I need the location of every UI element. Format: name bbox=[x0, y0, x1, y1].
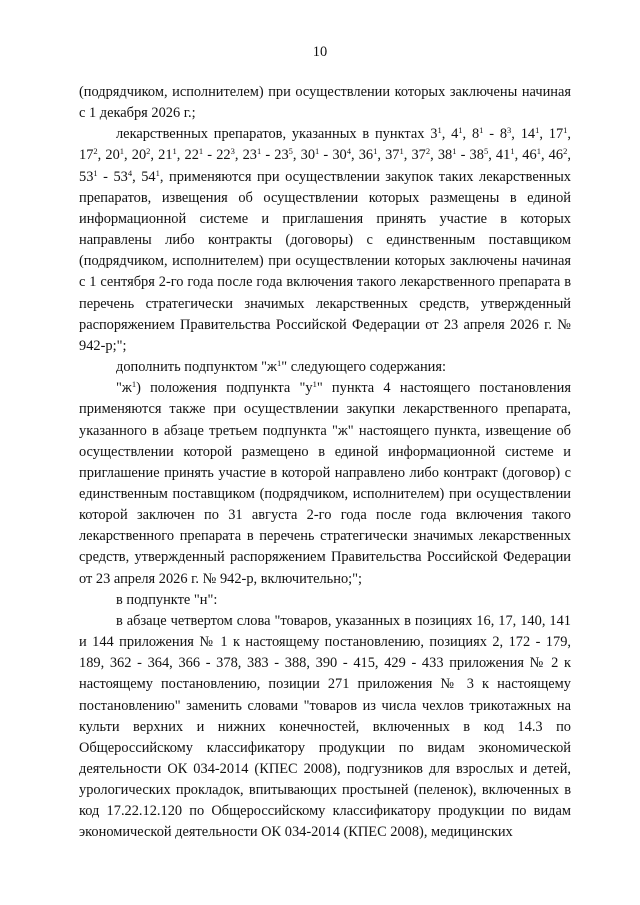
text-run: , 20 bbox=[97, 147, 120, 164]
text-run: , 53 bbox=[79, 147, 571, 185]
text-run: , применяются при осуществлении закупок таких лекарственных препаратов, извещения об осуществлении которых размещены в единой информационной системе и приглашения принять участие в которых направлены либо контракты (договоры) с единственным поставщиком (подрядчиком, исполнителем) при осуществлении которых заключены начиная с 1 сентября 2-го года после года включения такого лекарственного препарата в перечень стратегически значимых лекарственных средств, утвержденный распоряжением Правительства Российской Федерации от 23 апреля 2026 г. № 942-р;"; bbox=[79, 168, 571, 354]
superscript: 1 bbox=[119, 146, 125, 157]
text-run: , 23 bbox=[234, 147, 257, 164]
text-run: , 46 bbox=[514, 147, 537, 164]
superscript: 1 bbox=[536, 146, 541, 157]
superscript: 1 bbox=[452, 146, 457, 157]
superscript: 1 bbox=[256, 146, 262, 157]
text-run: , 22 bbox=[176, 147, 199, 164]
superscript: 1 bbox=[563, 125, 568, 136]
text-run: , 17 bbox=[539, 126, 564, 143]
superscript: 4 bbox=[346, 146, 351, 157]
superscript: 5 bbox=[483, 146, 489, 157]
text-run: "ж bbox=[116, 380, 132, 397]
text-run: - 53 bbox=[97, 168, 128, 185]
text-run: в абзаце четвертом слова "товаров, указанных в позициях 16, 17, 140, 141 и 144 приложения № 1 к настоящему постановлению, позициях 2, 172 - 179, 189, 362 - 364, 366 - 378, 383 - 388, 390 - 415, 429 - 433 приложения № 2 к настоящему постановлению, позиции 271 приложения № 3 к настоящему постановлению" заменить словами "товаров из числа чехлов трикотажных на культи верхних и нижних конечностей, включенных в код 14.3 по Общероссийскому классификатору продукции по видам экономической деятельности ОК 034-2014 (КПЕС 2008), подгузников для взрослых и детей, урологических прокладок, впитывающих простыней (пеленок), включенных в код 17.22.12.120 по Общероссийскому классификатору продукции по видам экономической деятельности ОК 034-2014 (КПЕС 2008), медицинских bbox=[79, 612, 571, 841]
superscript: 5 bbox=[288, 146, 293, 157]
superscript: 1 bbox=[535, 125, 540, 136]
superscript: 1 bbox=[198, 146, 204, 157]
text-run: дополнить подпунктом "ж bbox=[116, 359, 278, 376]
superscript: 1 bbox=[399, 146, 404, 157]
superscript: 1 bbox=[93, 167, 98, 178]
superscript: 1 bbox=[277, 358, 282, 369]
paragraph bbox=[79, 378, 571, 590]
superscript: 1 bbox=[312, 379, 317, 390]
text-run: ) положения подпункта "у bbox=[136, 380, 313, 397]
text-run: - 23 bbox=[261, 147, 289, 164]
paragraph bbox=[79, 82, 571, 124]
text-run: , 14 bbox=[511, 126, 536, 143]
text-run: - 30 bbox=[319, 147, 347, 164]
paragraph bbox=[79, 611, 571, 844]
superscript: 1 bbox=[131, 379, 137, 390]
superscript: 2 bbox=[563, 146, 568, 157]
text-run: , 46 bbox=[540, 147, 564, 164]
text-run: , 21 bbox=[150, 147, 173, 164]
text-run: - 8 bbox=[483, 126, 508, 143]
superscript: 1 bbox=[315, 146, 320, 157]
text-run: , 41 bbox=[488, 147, 511, 164]
text-run: " следующего содержания: bbox=[281, 359, 446, 376]
superscript: 1 bbox=[510, 146, 515, 157]
text-run: , 4 bbox=[441, 126, 459, 143]
text-run: в подпункте "н": bbox=[116, 591, 218, 608]
superscript: 1 bbox=[479, 125, 484, 136]
text-run: , 38 bbox=[430, 147, 453, 164]
superscript: 4 bbox=[127, 167, 133, 178]
superscript: 2 bbox=[93, 146, 98, 157]
superscript: 3 bbox=[507, 125, 512, 136]
document-body bbox=[79, 82, 571, 844]
superscript: 2 bbox=[425, 146, 431, 157]
superscript: 1 bbox=[458, 125, 463, 136]
text-run: , 37 bbox=[377, 147, 400, 164]
paragraph bbox=[79, 357, 571, 378]
superscript: 3 bbox=[230, 146, 235, 157]
superscript: 2 bbox=[146, 146, 151, 157]
superscript: 1 bbox=[155, 167, 160, 178]
paragraph bbox=[79, 590, 571, 611]
superscript: 1 bbox=[373, 146, 378, 157]
text-run: лекарственных препаратов, указанных в пунктах 3 bbox=[116, 126, 438, 143]
paragraph bbox=[79, 124, 571, 357]
text-run: , 20 bbox=[124, 147, 147, 164]
superscript: 1 bbox=[172, 146, 177, 157]
text-run: , 8 bbox=[462, 126, 480, 143]
text-run: , 17 bbox=[79, 126, 572, 164]
text-run: , 36 bbox=[351, 147, 374, 164]
superscript: 1 bbox=[437, 125, 442, 136]
text-run: - 22 bbox=[203, 147, 231, 164]
text-run: , 30 bbox=[292, 147, 316, 164]
text-run: " пункта 4 настоящего постановления применяются также при осуществлении закупки лекарственного препарата, указанного в абзаце третьем подпункта "ж" настоящего пункта, извещение об осуществлении которой размещено в единой информационной системе и приглашение принять участие в которой направлено либо контракт (договор) с единственным поставщиком (подрядчиком, исполнителем) при осуществлении которой заключен по 31 августа 2-го года после года включения такого лекарственного препарата в перечень стратегически значимых лекарственных средств, утвержденный распоряжением Правительства Российской Федерации от 23 апреля 2026 г. № 942-р, включительно;"; bbox=[79, 380, 571, 587]
page-number: 10 bbox=[312, 44, 328, 60]
text-run: , 37 bbox=[403, 147, 426, 164]
text-run: , 54 bbox=[132, 168, 156, 185]
text-run: (подрядчиком, исполнителем) при осуществлении которых заключены начиная с 1 декабря 2026 г.; bbox=[79, 84, 571, 122]
text-run: - 38 bbox=[456, 147, 484, 164]
